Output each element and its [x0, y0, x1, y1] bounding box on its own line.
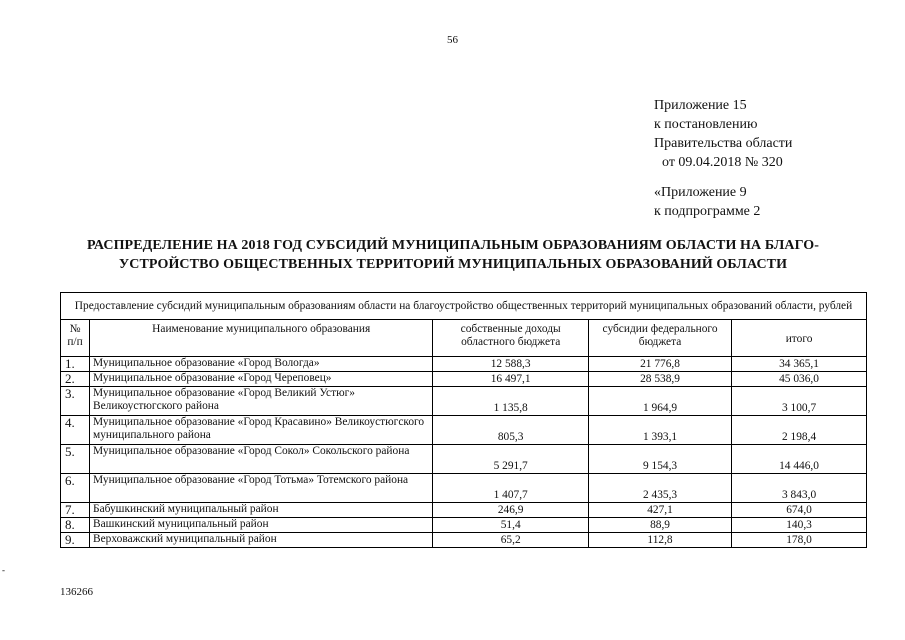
table-row: [61, 518, 867, 533]
row-number: 5.: [61, 445, 90, 474]
table-row: [61, 416, 867, 445]
municipality-name: Муниципальное образование «Город Сокол» Сокольского района: [90, 445, 433, 474]
total-value: 2 198,4: [732, 416, 867, 445]
title-line: РАСПРЕДЕЛЕНИЕ НА 2018 ГОД СУБСИДИЙ МУНИЦИПАЛЬНЫМ ОБРАЗОВАНИЯМ ОБЛАСТИ НА БЛАГО-: [86, 238, 820, 253]
own-revenue-value: 51,4: [433, 518, 589, 533]
total-value: 45 036,0: [732, 372, 867, 387]
total-value: 34 365,1: [732, 357, 867, 372]
row-number: 1.: [61, 357, 90, 372]
total-value: 3 843,0: [732, 474, 867, 503]
municipality-name: Муниципальное образование «Город Вологда»: [90, 357, 433, 372]
federal-subsidy-value: 1 393,1: [588, 416, 731, 445]
municipality-name: Муниципальное образование «Город Тотьма» Тотемского района: [90, 474, 433, 503]
row-number: 3.: [61, 387, 90, 416]
row-number: 8.: [61, 518, 90, 533]
page-number: 56: [447, 34, 458, 46]
own-revenue-value: 805,3: [433, 416, 589, 445]
appendix-subprogram-block: [654, 183, 760, 221]
row-number: 2.: [61, 372, 90, 387]
appendix-line: к постановлению: [654, 117, 758, 132]
document-title: [40, 236, 866, 274]
own-revenue-value: 16 497,1: [433, 372, 589, 387]
appendix-line: к подпрограмме 2: [654, 204, 761, 219]
municipality-name: Бабушкинский муниципальный район: [90, 503, 433, 518]
federal-subsidy-value: 28 538,9: [588, 372, 731, 387]
federal-subsidy-value: 427,1: [588, 503, 731, 518]
municipality-name: Муниципальное образование «Город Череповец»: [90, 372, 433, 387]
appendix-line: Приложение 15: [654, 98, 747, 113]
table-header-row: [61, 320, 867, 357]
row-number: 6.: [61, 474, 90, 503]
own-revenue-value: 12 588,3: [433, 357, 589, 372]
header-num: № п/п: [61, 320, 90, 357]
federal-subsidy-value: 9 154,3: [588, 445, 731, 474]
municipality-name: Вашкинский муниципальный район: [90, 518, 433, 533]
municipality-name: Муниципальное образование «Город Красавино» Великоустюгского муниципального района: [90, 416, 433, 445]
total-value: 14 446,0: [732, 445, 867, 474]
own-revenue-value: 65,2: [433, 533, 589, 548]
appendix-date-line: от 09.04.2018 № 320: [662, 155, 783, 170]
header-name: Наименование муниципального образования: [90, 320, 433, 357]
subsidy-table: [60, 292, 867, 548]
federal-subsidy-value: 2 435,3: [588, 474, 731, 503]
own-revenue-value: 246,9: [433, 503, 589, 518]
header-total: итого: [732, 320, 867, 357]
municipality-name: Муниципальное образование «Город Великий Устюг» Великоустюгского района: [90, 387, 433, 416]
table-row: [61, 533, 867, 548]
footer-code: 136266: [60, 586, 93, 598]
appendix-line: «Приложение 9: [654, 185, 747, 200]
table-row: [61, 445, 867, 474]
table-row: [61, 357, 867, 372]
total-value: 178,0: [732, 533, 867, 548]
own-revenue-value: 5 291,7: [433, 445, 589, 474]
row-number: 9.: [61, 533, 90, 548]
appendix-block: [654, 96, 792, 172]
table-row: [61, 372, 867, 387]
header-federal-subsidy: субсидии федерального бюджета: [588, 320, 731, 357]
table-row: [61, 474, 867, 503]
federal-subsidy-value: 112,8: [588, 533, 731, 548]
municipality-name: Верховажский муниципальный район: [90, 533, 433, 548]
federal-subsidy-value: 21 776,8: [588, 357, 731, 372]
federal-subsidy-value: 88,9: [588, 518, 731, 533]
appendix-line: Правительства области: [654, 136, 793, 151]
header-own-revenue: собственные доходы областного бюджета: [433, 320, 589, 357]
table-caption: Предоставление субсидий муниципальным образованиям области на благоустройство общественных территорий муниципальных образований области, рублей: [61, 293, 867, 320]
own-revenue-value: 1 135,8: [433, 387, 589, 416]
table-row: [61, 387, 867, 416]
table-row: [61, 503, 867, 518]
own-revenue-value: 1 407,7: [433, 474, 589, 503]
total-value: 140,3: [732, 518, 867, 533]
total-value: 3 100,7: [732, 387, 867, 416]
margin-mark: -: [2, 565, 5, 575]
total-value: 674,0: [732, 503, 867, 518]
row-number: 7.: [61, 503, 90, 518]
row-number: 4.: [61, 416, 90, 445]
title-line: УСТРОЙСТВО ОБЩЕСТВЕННЫХ ТЕРРИТОРИЙ МУНИЦИПАЛЬНЫХ ОБРАЗОВАНИЙ ОБЛАСТИ: [118, 257, 788, 272]
federal-subsidy-value: 1 964,9: [588, 387, 731, 416]
